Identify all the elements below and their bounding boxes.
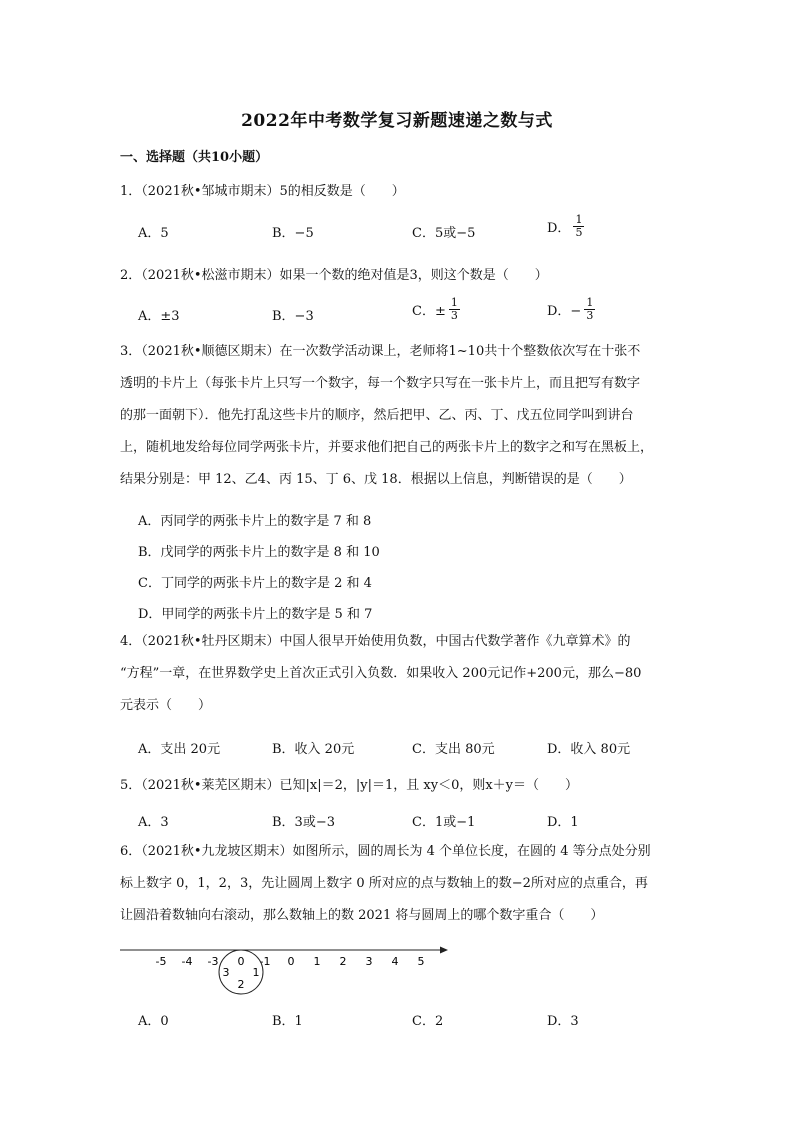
q4-stem-line: 元表示（ ） [120,698,212,713]
q3-option-a[interactable]: A．丙同学的两张卡片上的数字是 7 和 8 [138,514,372,529]
q1-option-a[interactable]: A．5 [138,226,169,241]
q5-option-d[interactable]: D．1 [547,815,579,830]
q3-option-b[interactable]: B．戊同学的两张卡片上的数字是 8 和 10 [138,545,380,560]
axis-arrow-icon [440,947,448,954]
q4-stem [120,626,676,722]
q2-option-c-fraction [449,297,460,322]
q2-option-b[interactable]: B．−3 [272,309,314,324]
circle-label-3: 3 [222,966,230,979]
q1-option-c[interactable]: C．5或−5 [412,226,476,241]
fraction-denominator: 3 [586,309,594,322]
q4-option-a[interactable]: A．支出 20元 [138,742,221,757]
axis-tick-label: 1 [313,955,321,968]
q2-option-d-label: D．− [547,304,582,319]
circle-label-2: 2 [237,978,245,991]
circle-label-1: 1 [252,966,260,979]
q4-stem-line: 4．（2021秋•牡丹区期末）中国人很早开始使用负数，中国古代数学著作《九章算术》的 [120,634,631,649]
q2-option-d[interactable] [547,297,595,322]
q2-stem: 2．（2021秋•松滋市期末）如果一个数的绝对值是3，则这个数是（ ） [120,268,548,283]
q5-option-b[interactable]: B．3或−3 [272,815,335,830]
q6-stem-line: 标上数字 0，1，2，3，先让圆周上数字 0 所对应的点与数轴上的数−2所对应的点重合，再 [120,876,648,891]
axis-tick-label: 5 [417,955,425,968]
fraction-denominator: 3 [450,309,458,322]
q1-option-d-fraction [573,214,584,239]
q6-stem-line: 让圆沿着数轴向右滚动，那么数轴上的数 2021 将与圆周上的哪个数字重合（ ） [120,908,604,923]
q6-option-d[interactable]: D．3 [547,1014,579,1029]
fraction-numerator: 1 [575,213,583,226]
q5-option-a[interactable]: A．3 [138,815,169,830]
q2-option-c[interactable] [412,297,460,322]
q4-option-b[interactable]: B．收入 20元 [272,742,355,757]
axis-ticks [156,955,425,968]
fraction-numerator: 1 [450,296,458,309]
q1-option-d[interactable] [547,214,584,239]
q3-stem [120,336,676,496]
axis-tick-label: -5 [155,955,167,968]
axis-tick-label: -4 [181,955,193,968]
axis-tick-label: 3 [365,955,373,968]
q1-stem: 1．（2021秋•邹城市期末）5的相反数是（ ） [120,184,405,199]
q1-option-b[interactable]: B．−5 [272,226,314,241]
axis-tick-label: 2 [339,955,347,968]
q2-option-d-fraction [584,297,595,322]
q6-option-a[interactable]: A．0 [138,1014,169,1029]
q6-option-b[interactable]: B．1 [272,1014,303,1029]
q3-stem-line: 上，随机地发给每位同学两张卡片，并要求他们把自己的两张卡片上的数字之和写在黑板上， [120,440,654,455]
section-heading: 一、选择题（共10小题） [120,150,269,165]
q1-option-d-label: D． [547,221,571,236]
circle-label-0: 0 [237,955,245,968]
q2-option-c-label: C．± [412,304,446,319]
q6-stem [120,836,676,932]
axis-tick-label: 0 [287,955,295,968]
q2-option-a[interactable]: A．±3 [138,309,180,324]
q3-stem-line: 结果分别是：甲 12、乙4、丙 15、丁 6、戊 18．根据以上信息，判断错误的是（ ） [120,472,632,487]
page-title: 2022年中考数学复习新题速递之数与式 [241,111,553,131]
q3-option-c[interactable]: C．丁同学的两张卡片上的数字是 2 和 4 [138,576,372,591]
q4-option-c[interactable]: C．支出 80元 [412,742,495,757]
axis-tick-label: 4 [391,955,399,968]
q6-stem-line: 6．（2021秋•九龙坡区期末）如图所示，圆的周长为 4 个单位长度，在圆的 4 等分点处分别 [120,844,651,859]
q6-option-c[interactable]: C．2 [412,1014,444,1029]
q3-stem-line: 的那一面朝下）．他先打乱这些卡片的顺序，然后把甲、乙、丙、丁、戊五位同学叫到讲台 [120,408,634,423]
q3-stem-line: 透明的卡片上（每张卡片上只写一个数字，每一个数字只写在一张卡片上，而且把写有数字 [120,376,641,391]
q4-stem-line: “方程”一章，在世界数学史上首次正式引入负数．如果收入 200元记作+200元，那么−80 [120,666,642,681]
q5-option-c[interactable]: C．1或−1 [412,815,476,830]
fraction-denominator: 5 [575,226,583,239]
axis-tick-label: -3 [207,955,219,968]
q5-stem: 5．（2021秋•莱芜区期末）已知|x|＝2，|y|＝1，且 xy＜0，则x＋y＝（ ） [120,778,579,793]
number-line-figure [118,938,458,1000]
fraction-numerator: 1 [586,296,594,309]
axis-tick-label: -1 [259,955,271,968]
q4-option-d[interactable]: D．收入 80元 [547,742,631,757]
q3-stem-line: 3．（2021秋•顺德区期末）在一次数学活动课上，老师将1~10共十个整数依次写在十张不 [120,344,641,359]
q3-option-d[interactable]: D．甲同学的两张卡片上的数字是 5 和 7 [138,607,373,622]
